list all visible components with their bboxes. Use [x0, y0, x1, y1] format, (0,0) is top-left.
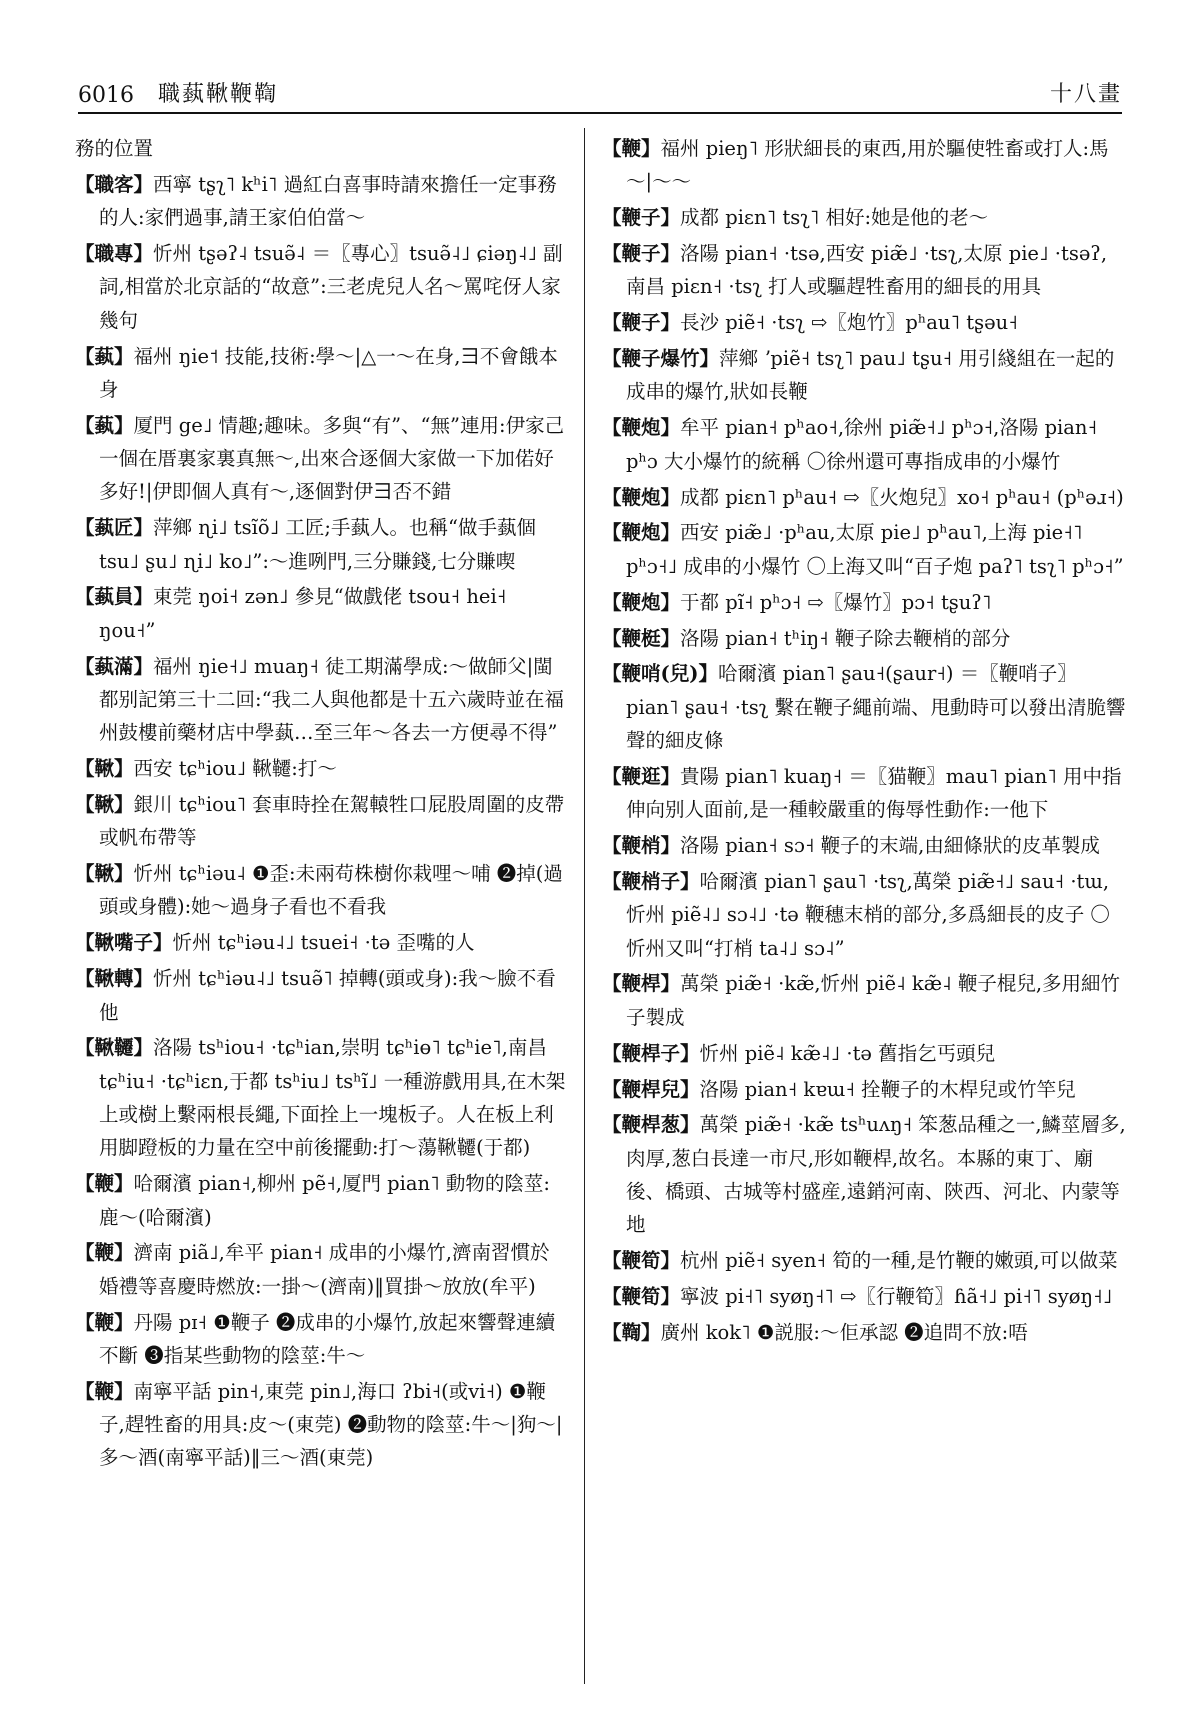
dictionary-entry — [602, 1037, 1126, 1070]
dictionary-entry — [75, 926, 567, 959]
entry-headword: 【鞭】 — [602, 137, 661, 160]
entry-headword: 【鞭桿兒】 — [602, 1077, 700, 1101]
dictionary-entry — [602, 622, 1126, 655]
entry-headword: 【鞭筍】 — [602, 1249, 681, 1273]
entry-headword: 【鞦】 — [75, 757, 134, 781]
entry-text: 忻州 tɕʰiəu˨˩ tsuei˧ ·tə 歪嘴的人 — [172, 931, 475, 955]
stroke-section: 十八畫 — [1049, 82, 1122, 107]
entry-headword: 【鞭哨(兒)】 — [602, 662, 718, 686]
entry-headword: 【鞭逛】 — [602, 764, 681, 788]
entry-text: 洛陽 pian˧ ·tsə,西安 piæ̃˩ ·tsʅ,太原 pie˩ ·tsəʔ,南昌 piɛn˧ ·tsʅ 打人或驅趕牲畜用的細長的用具 — [626, 242, 1108, 299]
entry-headword: 【鞭子】 — [602, 242, 681, 266]
dictionary-entry — [75, 1167, 567, 1234]
entry-headword: 【鞭炮】 — [602, 590, 681, 614]
entry-headword: 【鞭】 — [75, 1379, 134, 1403]
entry-text: 萍鄉 ʼpiẽ˧ tsʅ˥ pau˩ tʂu˧ 用引綫組在一起的成串的爆竹,狀如長鞭 — [626, 347, 1115, 404]
entry-headword: 【蓺】 — [75, 413, 134, 437]
dictionary-entry — [602, 411, 1126, 478]
entry-headword: 【鞭】 — [75, 1241, 134, 1265]
dictionary-entry — [602, 1108, 1126, 1241]
dictionary-entry — [602, 829, 1126, 862]
entry-text: 務的位置 — [75, 137, 154, 160]
dictionary-entry — [75, 962, 567, 1029]
entry-text: 東莞 ŋoi˧ zən˩ 參見“做戲佬 tsou˧ hei˧ ŋou˧” — [99, 585, 507, 642]
dictionary-entry — [602, 237, 1126, 304]
entry-text: 丹陽 pɪ˧ ❶鞭子 ❷成串的小爆竹,放起來響聲連續不斷 ❸指某些動物的陰莖:牛～ — [99, 1310, 556, 1367]
entry-text: 成都 piɛn˥ pʰau˧ ⇨〖火炮兒〗xo˧ pʰau˧ (pʰəɹ˧) — [680, 485, 1124, 509]
entry-text: 忻州 tɕʰiəu˨ ❶歪:未兩苟株樹你栽哩～哺 ❷掉(過頭或身體):她～過身子看也不看我 — [99, 862, 563, 919]
entry-text: 成都 piɛn˥ tsʅ˥ 相好:她是他的老～ — [680, 206, 989, 230]
entry-text: 萍鄉 ɳi˩ tsĩõ˩ 工匠;手蓺人。也稱“做手蓺個 tsu˩ ʂu˩ ɳi˩ ko˩”:～進咧門,三分賺錢,七分賺喫 — [99, 516, 536, 573]
entry-text: 哈爾濱 pian˧,柳州 pẽ˧,厦門 pian˥ 動物的陰莖:鹿～(哈爾濱) — [99, 1172, 550, 1229]
page-header — [78, 70, 1122, 114]
dictionary-entry — [75, 132, 567, 165]
entry-headword: 【鞭桿】 — [602, 972, 681, 996]
entry-headword: 【鞭桿子】 — [602, 1041, 700, 1065]
page-number: 6016 — [78, 83, 134, 108]
entry-text: 忻州 piẽ˨ kæ̃˨˩ ·tə 舊指乞丐頭兒 — [699, 1041, 996, 1065]
dictionary-entry — [75, 580, 567, 647]
entry-text: 貴陽 pian˥ kuaŋ˧ ＝〖猫鞭〗mau˥ pian˥ 用中指伸向别人面前,是一種較嚴重的侮辱性動作:一他下 — [626, 764, 1122, 822]
dictionary-entry — [602, 760, 1126, 827]
entry-text: 萬榮 piæ̃˧ ·kæ̃,忻州 piẽ˨ kæ̃˨ 鞭子棍兒,多用細竹子製成 — [626, 972, 1121, 1029]
column-divider — [584, 128, 585, 1684]
dictionary-entry — [75, 1031, 567, 1164]
entry-headword: 【鞫】 — [602, 1320, 661, 1344]
dictionary-entry — [602, 132, 1126, 199]
dictionary-entry — [75, 1306, 567, 1373]
dictionary-entry — [75, 168, 567, 235]
dictionary-entry — [602, 967, 1126, 1034]
right-column — [602, 132, 1126, 1692]
entry-headword: 【鞭子爆竹】 — [602, 347, 720, 371]
dictionary-entry — [75, 340, 567, 407]
entry-headword: 【鞭】 — [75, 1172, 134, 1196]
entry-headword: 【鞭子】 — [602, 311, 681, 335]
dictionary-entry — [75, 511, 567, 578]
entry-text: 洛陽 pian˧ kɐɯ˧ 拴鞭子的木桿兒或竹竿兒 — [699, 1077, 1076, 1101]
entry-headword: 【鞭炮】 — [602, 416, 681, 440]
entry-text: 忻州 tʂəʔ˨ tsuə̃˨ ＝〖專心〗tsuə̃˨˩ ɕiəŋ˨˩ 副詞,相當於北京話的“故意”:三老虎兒人名～罵咤伢人家幾句 — [99, 242, 563, 332]
entry-headword: 【鞭炮】 — [602, 521, 681, 545]
entry-text: 洛陽 tsʰiou˧ ·tɕʰian,崇明 tɕʰiɵ˥ tɕʰie˥,南昌 tɕʰiu˧ ·tɕʰiɛn,于都 tsʰiu˩ tsʰĩ˩ 一種游戲用具,在木架上或樹上繫兩根長繩,下面拴上一塊板子。人在板上利用脚蹬板的力量在空中前後擺動:打～蕩鞦韆(于都) — [99, 1036, 566, 1160]
entry-text: 廣州 kok˥ ❶説服:～佢承認 ❷追問不放:唔 — [660, 1320, 1028, 1344]
entry-text: 西寧 tʂʅ˥ kʰi˥ 過紅白喜事時請來擔任一定事務的人:家們過事,請王家伯伯當～ — [99, 172, 557, 230]
entry-text: 牟平 pian˧ pʰao˧,徐州 piæ̃˧˩ pʰɔ˧,洛陽 pian˧ pʰɔ 大小爆竹的統稱 〇徐州還可專指成串的小爆竹 — [626, 416, 1098, 473]
dictionary-entry — [602, 586, 1126, 619]
entry-headword: 【職專】 — [75, 242, 154, 266]
entry-headword: 【鞭筍】 — [602, 1285, 681, 1309]
dictionary-entry — [75, 1375, 567, 1475]
dictionary-entry — [602, 306, 1126, 339]
entry-headword: 【蓺匠】 — [75, 516, 154, 540]
entry-text: 于都 pĩ˧ pʰɔ˧ ⇨〖爆竹〗pɔ˧ tʂuʔ˥ — [680, 590, 992, 614]
dictionary-entry — [602, 865, 1126, 965]
entry-headword: 【蓺滿】 — [75, 654, 154, 678]
dictionary-entry — [75, 752, 567, 785]
entry-text: 忻州 tɕʰiəu˨˩ tsuə̃˥ 掉轉(頭或身):我～臉不看他 — [99, 967, 556, 1024]
dictionary-entry — [602, 342, 1126, 409]
dictionary-entry — [75, 788, 567, 855]
entry-headword: 【職客】 — [75, 172, 154, 196]
entry-text: 福州 ŋie˧˩ muaŋ˧ 徒工期滿學成:～做師父|閩都别記第三十二回:“我二人與他都是十五六歲時並在福州鼓樓前藥材店中學蓺…至三年～各去一方便尋不得” — [99, 654, 565, 745]
dictionary-entry — [602, 1280, 1126, 1313]
dictionary-entry — [75, 857, 567, 924]
entry-text: 杭州 piẽ˧ syen˧ 筍的一種,是竹鞭的嫩頭,可以做菜 — [680, 1249, 1118, 1273]
entry-headword: 【鞭梢子】 — [602, 869, 700, 893]
entry-headword: 【鞦】 — [75, 792, 134, 816]
entry-headword: 【鞭子】 — [602, 206, 681, 230]
entry-headword: 【鞭梢】 — [602, 834, 681, 858]
entry-text: 銀川 tɕʰiou˥ 套車時拴在駕轅牲口屁股周圍的皮帶或帆布帶等 — [99, 792, 565, 850]
entry-headword: 【鞦嘴子】 — [75, 931, 173, 955]
entry-text: 南寧平話 pin˧,東莞 pin˩,海口 ʔbi˧(或vi˧) ❶鞭子,趕牲畜的用具:皮～(東莞) ❷動物的陰莖:牛～|狗～|多～酒(南寧平話)‖三～酒(東莞) — [99, 1379, 563, 1470]
dictionary-entry — [75, 409, 567, 509]
running-title: 職蓺鞦鞭鞫 — [158, 82, 279, 107]
dictionary-entry — [75, 650, 567, 750]
entry-text: 福州 pieŋ˥ 形狀細長的東西,用於驅使牲畜或打人:馬～|～～ — [626, 137, 1109, 194]
entry-text: 西安 piæ̃˩ ·pʰau,太原 pie˩ pʰau˥,上海 pie˧˥ pʰɔ˧˩ 成串的小爆竹 〇上海又叫“百子炮 paʔ˥ tsʅ˥ pʰɔ˧” — [626, 521, 1124, 578]
dictionary-entry — [602, 657, 1126, 757]
entry-text: 西安 tɕʰiou˩ 鞦韆:打～ — [133, 757, 337, 781]
entry-headword: 【蓺】 — [75, 344, 134, 368]
entry-text: 哈爾濱 pian˥ ʂau˥ ·tsʅ,萬榮 piæ̃˧˩ sau˧ ·tɯ,忻州 piẽ˨˩ sɔ˨˩ ·tə 鞭穗末梢的部分,多爲細長的皮子 〇忻州又叫“打梢 ta˨˩ sɔ˨” — [626, 869, 1110, 960]
entry-headword: 【鞭】 — [75, 1310, 134, 1334]
entry-headword: 【鞭炮】 — [602, 485, 681, 509]
entry-text: 福州 ŋie˦ 技能,技術:學～|△一～在身,𫜹不會餓本身 — [99, 344, 558, 401]
dictionary-entry — [602, 1244, 1126, 1277]
entry-text: 洛陽 pian˧ sɔ˧ 鞭子的末端,由細條狀的皮革製成 — [680, 834, 1100, 858]
dictionary-entry — [75, 237, 567, 337]
entry-text: 濟南 piã˩,牟平 pian˧ 成串的小爆竹,濟南習慣於婚禮等喜慶時燃放:一掛～(濟南)‖買掛～放放(牟平) — [99, 1241, 550, 1298]
dictionary-entry — [602, 516, 1126, 583]
entry-text: 長沙 piẽ˧ ·tsʅ ⇨〖炮竹〗pʰau˥ tʂəu˧ — [680, 311, 1018, 335]
dictionary-entry — [602, 1073, 1126, 1106]
entry-text: 萬榮 piæ̃˧ ·kæ̃ tsʰuʌŋ˧ 笨葱品種之一,鱗莖層多,肉厚,葱白長達一市尺,形如鞭桿,故名。本縣的東丁、廟後、橋頭、古城等村盛産,遠銷河南、陝西、河北、内蒙等地 — [626, 1113, 1126, 1237]
entry-headword: 【鞭梃】 — [602, 626, 681, 650]
entry-headword: 【鞦】 — [75, 862, 134, 886]
dictionary-entry — [602, 1316, 1126, 1349]
entry-headword: 【蓺員】 — [75, 585, 154, 609]
left-column — [75, 132, 567, 1692]
entry-text: 洛陽 pian˧ tʰiŋ˧ 鞭子除去鞭梢的部分 — [680, 626, 1011, 650]
entry-headword: 【鞦轉】 — [75, 967, 154, 991]
dictionary-entry — [602, 201, 1126, 234]
entry-headword: 【鞭桿葱】 — [602, 1113, 700, 1137]
dictionary-entry — [602, 481, 1126, 514]
entry-text: 哈爾濱 pian˥ ʂau˧(ʂaur˧) ＝〖鞭哨子〗pian˥ ʂau˧ ·tsʅ 繫在鞭子繩前端、甩動時可以發出清脆響聲的細皮條 — [626, 662, 1126, 752]
entry-headword: 【鞦韆】 — [75, 1036, 154, 1060]
entry-text: 厦門 ge˩ 情趣;趣味。多與“有”、“無”連用:伊家己一個在厝裏家裏真無～,出來合逐個大家做一下加偌好多好!|伊即個人真有～,逐個對伊𫜹否不錯 — [99, 413, 565, 504]
entry-text: 寧波 pi˧˥ syøŋ˧˥ ⇨〖行鞭筍〗ɦã˧˩ pi˧˥ syøŋ˧˩ — [680, 1285, 1113, 1309]
dictionary-entry — [75, 1236, 567, 1303]
